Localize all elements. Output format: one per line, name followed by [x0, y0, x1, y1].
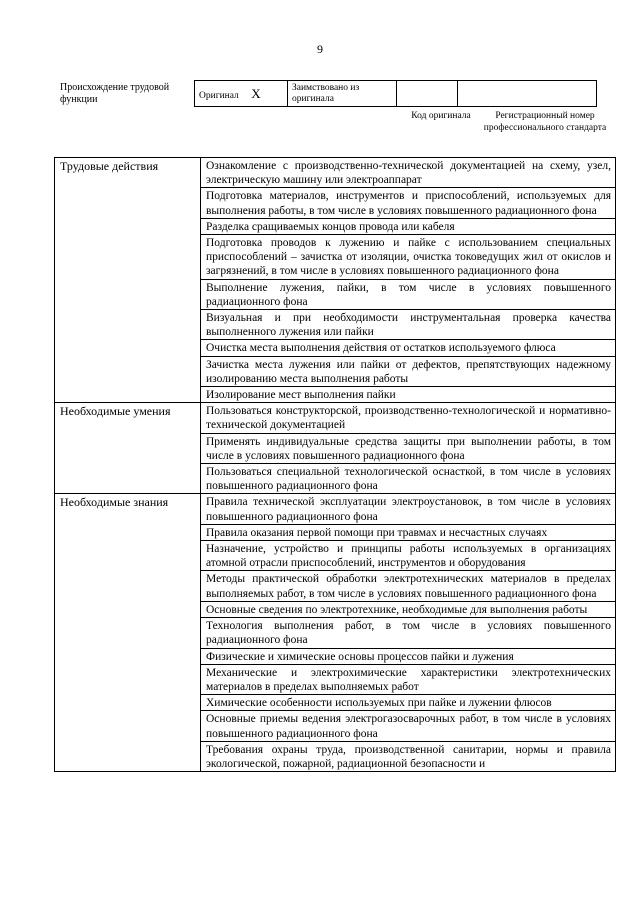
origin-original-mark: X	[251, 85, 261, 101]
code-original-label: Код оригинала	[411, 111, 471, 121]
section-item: Пользоваться специальной технологической оснасткой, в том числе в условиях повышенного радиационного фона	[201, 464, 616, 494]
section-item: Требования охраны труда, производственной санитарии, нормы и правила экологической, пожарной, радиационной безопасности и	[201, 741, 616, 771]
section-title: Необходимые умения	[55, 403, 201, 494]
origin-original-label: Оригинал	[199, 90, 239, 101]
section-item: Изолирование мест выполнения пайки	[201, 387, 616, 403]
origin-original-cell	[195, 81, 288, 107]
origin-label: Происхождение трудовой функции	[60, 82, 170, 105]
section-item: Подготовка проводов к лужению и пайке с использованием специальных приспособлений – зачистка от изоляции, очистка токоведущих жил от окислов и загрязнений, в том числе в условиях повышенного радиационного фона	[201, 235, 616, 280]
origin-reg-cell	[458, 81, 597, 107]
section-item: Методы практической обработки электротехнических материалов в пределах выполняемых работ, в том числе в условиях повышенного радиационного фона	[201, 571, 616, 601]
section-item: Правила технической эксплуатации электроустановок, в том числе в условиях повышенного радиационного фона	[201, 494, 616, 524]
section-item: Пользоваться конструкторской, производственно-технологической и нормативно-технической документацией	[201, 403, 616, 433]
section-item: Правила оказания первой помощи при травмах и несчастных случаях	[201, 524, 616, 540]
page-number: 9	[317, 42, 323, 56]
section-item: Назначение, устройство и принципы работы используемых в организациях атомной отрасли приспособлений, инструментов и оборудования	[201, 541, 616, 571]
section-item: Механические и электрохимические характеристики электротехнических материалов в пределах выполняемых работ	[201, 664, 616, 694]
section-item: Визуальная и при необходимости инструментальная проверка качества выполненного лужения или пайки	[201, 310, 616, 340]
registration-number-label: Регистрационный номер профессионального стандарта	[483, 111, 607, 133]
section-item: Подготовка материалов, инструментов и приспособлений, используемых для выполнения работы, в том числе в условиях повышенного радиационного фона	[201, 188, 616, 218]
section-item: Физические и химические основы процессов пайки и лужения	[201, 648, 616, 664]
section-item: Разделка сращиваемых концов провода или кабеля	[201, 218, 616, 234]
function-table	[54, 157, 616, 772]
origin-table	[194, 80, 597, 107]
section-item: Выполнение лужения, пайки, в том числе в условиях повышенного радиационного фона	[201, 279, 616, 309]
section-title: Необходимые знания	[55, 494, 201, 772]
section-item: Зачистка места лужения или пайки от дефектов, препятствующих надежному изолированию места выполнения работы	[201, 356, 616, 386]
section-item: Химические особенности используемых при пайке и лужении флюсов	[201, 695, 616, 711]
section-item: Очистка места выполнения действия от остатков используемого флюса	[201, 340, 616, 356]
section-item: Основные сведения по электротехнике, необходимые для выполнения работы	[201, 601, 616, 617]
section-title: Трудовые действия	[55, 158, 201, 403]
table-row	[55, 403, 616, 433]
section-item: Ознакомление с производственно-технической документацией на схему, узел, электрическую машину или электроаппарат	[201, 158, 616, 188]
table-row	[55, 158, 616, 188]
origin-borrowed-cell: Заимствовано из оригинала	[288, 81, 397, 107]
section-item: Технология выполнения работ, в том числе в условиях повышенного радиационного фона	[201, 618, 616, 648]
origin-code-cell	[397, 81, 458, 107]
table-row	[55, 494, 616, 524]
section-item: Применять индивидуальные средства защиты при выполнении работы, в том числе в условиях повышенного радиационного фона	[201, 433, 616, 463]
section-item: Основные приемы ведения электрогазосварочных работ, в том числе в условиях повышенного радиационного фона	[201, 711, 616, 741]
